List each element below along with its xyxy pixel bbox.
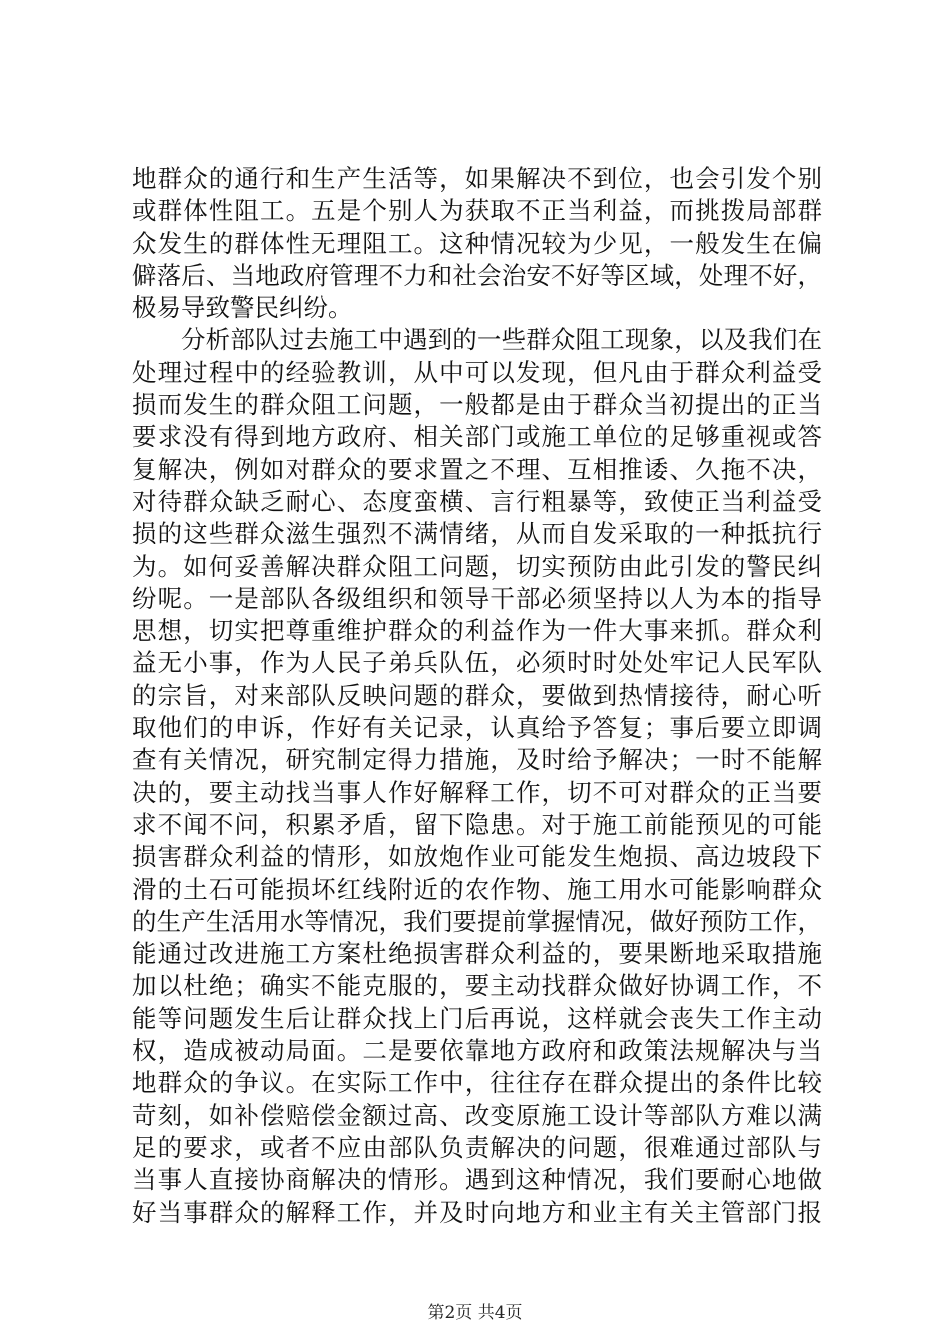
text-line: 的宗旨，对来部队反映问题的群众，要做到热情接待，耐心听: [132, 680, 822, 710]
text-line: 地群众的通行和生产生活等，如果解决不到位，也会引发个别: [132, 164, 822, 193]
text-line: 要求没有得到地方政府、相关部门或施工单位的足够重视或答: [132, 422, 822, 452]
text-line: 纷呢。一是部队各级组织和领导干部必须坚持以人为本的指导: [132, 583, 822, 613]
text-line: 求不闻不问，积累矛盾，留下隐患。对于施工前能预见的可能: [132, 809, 822, 839]
text-line: 决的，要主动找当事人作好解释工作，切不可对群众的正当要: [132, 777, 822, 807]
text-line: 滑的土石可能损坏红线附近的农作物、施工用水可能影响群众: [132, 874, 822, 904]
text-line: 复解决，例如对群众的要求置之不理、互相推诿、久拖不决，: [132, 454, 822, 484]
text-line: 能通过改进施工方案杜绝损害群众利益的，要果断地采取措施: [132, 939, 822, 969]
text-line: 损害群众利益的情形，如放炮作业可能发生炮损、高边坡段下: [132, 842, 822, 872]
text-line: 益无小事，作为人民子弟兵队伍，必须时时处处牢记人民军队: [132, 648, 822, 678]
text-line: 损的这些群众滋生强烈不满情绪，从而自发采取的一种抵抗行: [132, 519, 822, 549]
text-line: 思想，切实把尊重维护群众的利益作为一件大事来抓。群众利: [132, 616, 822, 646]
text-line: 好当事群众的解释工作，并及时向地方和业主有关主管部门报: [132, 1197, 822, 1227]
text-line: 苛刻，如补偿赔偿金额过高、改变原施工设计等部队方难以满: [132, 1100, 822, 1130]
text-line: 损而发生的群众阻工问题，一般都是由于群众当初提出的正当: [132, 390, 822, 420]
text-line: 加以杜绝；确实不能克服的，要主动找群众做好协调工作，不: [132, 971, 822, 1001]
text-line: 或群体性阻工。五是个别人为获取不正当利益，而挑拨局部群: [132, 196, 822, 226]
text-line: 足的要求，或者不应由部队负责解决的问题，很难通过部队与: [132, 1132, 822, 1162]
text-line: 能等问题发生后让群众找上门后再说，这样就会丧失工作主动: [132, 1003, 822, 1033]
text-line: 众发生的群体性无理阻工。这种情况较为少见，一般发生在偏: [132, 228, 822, 258]
text-line: 为。如何妥善解决群众阻工问题，切实预防由此引发的警民纠: [132, 551, 822, 581]
paragraph-start-line: 分析部队过去施工中遇到的一些群众阻工现象，以及我们在: [181, 325, 822, 355]
text-line: 权，造成被动局面。二是要依靠地方政府和政策法规解决与当: [132, 1036, 822, 1066]
text-line: 取他们的申诉，作好有关记录，认真给予答复；事后要立即调: [132, 713, 822, 743]
text-line: 查有关情况，研究制定得力措施，及时给予解决；一时不能解: [132, 745, 822, 775]
text-line: 僻落后、当地政府管理不力和社会治安不好等区域，处理不好，: [132, 260, 822, 290]
text-line: 对待群众缺乏耐心、态度蛮横、言行粗暴等，致使正当利益受: [132, 486, 822, 516]
page-number-footer: 第2页 共4页: [427, 1303, 523, 1323]
text-line: 当事人直接协商解决的情形。遇到这种情况，我们要耐心地做: [132, 1165, 822, 1195]
text-line: 的生产生活用水等情况，我们要提前掌握情况，做好预防工作，: [132, 906, 822, 936]
text-line: 地群众的争议。在实际工作中，往往存在群众提出的条件比较: [132, 1068, 822, 1098]
body-text: [132, 163, 822, 1229]
text-line: 极易导致警民纠纷。: [132, 293, 353, 323]
text-line: 处理过程中的经验教训，从中可以发现，但凡由于群众利益受: [132, 357, 822, 387]
